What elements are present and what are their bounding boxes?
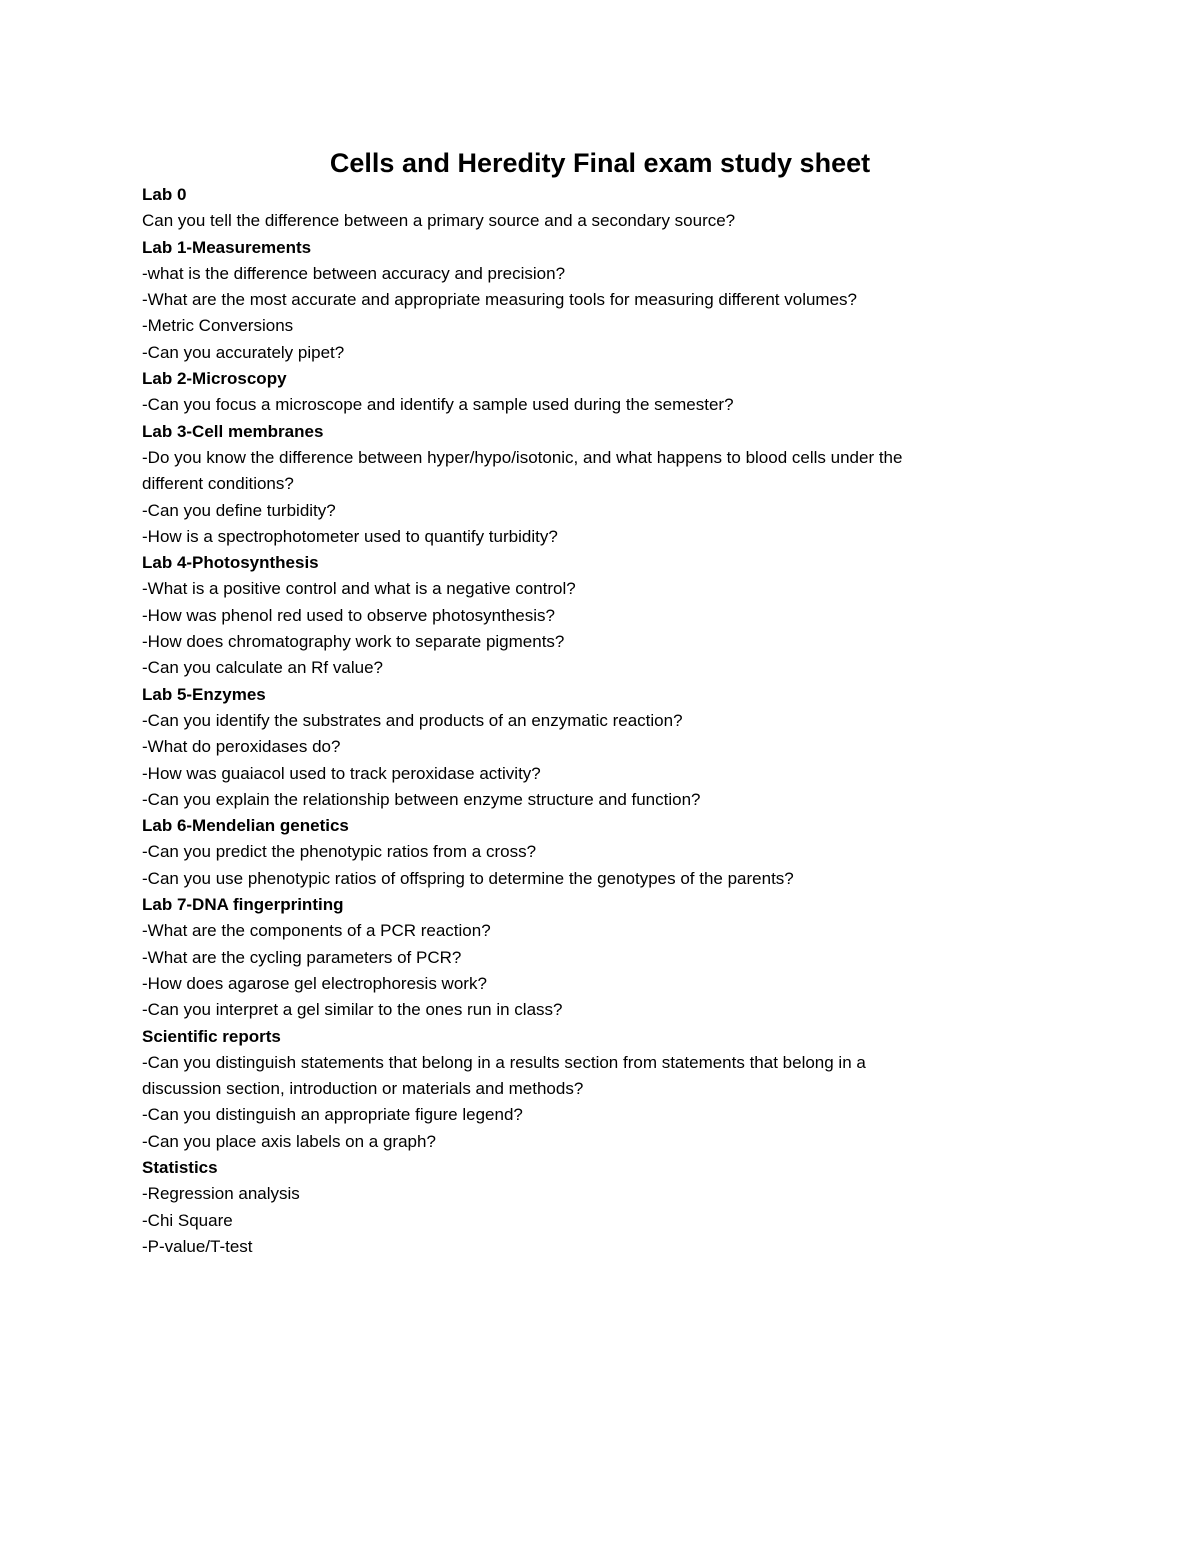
section-heading: Lab 6-Mendelian genetics [142,816,349,836]
question-line: -what is the difference between accuracy and precision? [142,263,566,283]
section-heading: Lab 2-Microscopy [142,369,287,389]
question-line: -Can you distinguish an appropriate figure legend? [142,1105,523,1125]
section-heading: Lab 3-Cell membranes [142,421,324,441]
question-line: -Do you know the difference between hyper/hypo/isotonic, and what happens to blood cells under the [142,447,903,467]
section-heading: Lab 5-Enzymes [142,684,266,704]
question-line: -What are the most accurate and appropriate measuring tools for measuring different volumes? [142,290,857,310]
section-lab-2 [142,366,1062,419]
section-lab-7 [142,892,1062,1023]
section-heading: Lab 1-Measurements [142,237,312,257]
question-line: -How does agarose gel electrophoresis work? [142,973,487,993]
question-line: -Metric Conversions [142,316,294,336]
question-line: -Can you focus a microscope and identify a sample used during the semester? [142,395,734,415]
section-heading: Lab 7-DNA fingerprinting [142,895,344,915]
section-heading: Lab 4-Photosynthesis [142,553,319,573]
section-heading: Lab 0 [142,185,187,204]
section-lab-4 [142,550,1062,681]
question-line: different conditions? [142,474,294,494]
section-lab-5 [142,682,1062,813]
question-line: discussion section, introduction or materials and methods? [142,1079,584,1099]
question-line: -What is a positive control and what is a negative control? [142,579,576,599]
question-line: -Can you define turbidity? [142,500,336,520]
question-line: -Can you calculate an Rf value? [142,658,383,678]
question-line: -Can you accurately pipet? [142,342,345,362]
question-line: -Chi Square [142,1210,233,1230]
question-line: -How is a spectrophotometer used to quantify turbidity? [142,526,558,546]
question-line: -Can you distinguish statements that belong in a results section from statements that belong in a [142,1052,866,1072]
question-line: -Can you use phenotypic ratios of offspring to determine the genotypes of the parents? [142,868,794,888]
section-lab-6 [142,813,1062,892]
question-line: -How does chromatography work to separate pigments? [142,632,565,652]
section-scientific-reports [142,1024,1062,1155]
question-line: -Regression analysis [142,1184,300,1204]
question-line: -Can you predict the phenotypic ratios from a cross? [142,842,537,862]
question-line: -How was guaiacol used to track peroxidase activity? [142,763,541,783]
question-line: Can you tell the difference between a primary source and a secondary source? [142,211,736,231]
question-line: -Can you explain the relationship between enzyme structure and function? [142,789,701,809]
section-lab-1 [142,235,1062,366]
section-statistics [142,1155,1062,1260]
question-line: -What do peroxidases do? [142,737,341,757]
document-title: Cells and Heredity Final exam study sheet [329,148,871,178]
question-line: -How was phenol red used to observe photosynthesis? [142,605,555,625]
question-line: -Can you place axis labels on a graph? [142,1131,436,1151]
question-line: -Can you identify the substrates and products of an enzymatic reaction? [142,710,683,730]
section-heading: Statistics [142,1157,218,1177]
question-line: -Can you interpret a gel similar to the ones run in class? [142,1000,563,1020]
question-line: -What are the cycling parameters of PCR? [142,947,462,967]
question-line: -What are the components of a PCR reaction? [142,921,491,941]
section-heading: Scientific reports [142,1026,281,1046]
section-lab-3 [142,419,1062,550]
document-body [142,182,1062,1260]
question-line: -P-value/T-test [142,1236,253,1256]
section-lab-0 [142,182,1062,235]
